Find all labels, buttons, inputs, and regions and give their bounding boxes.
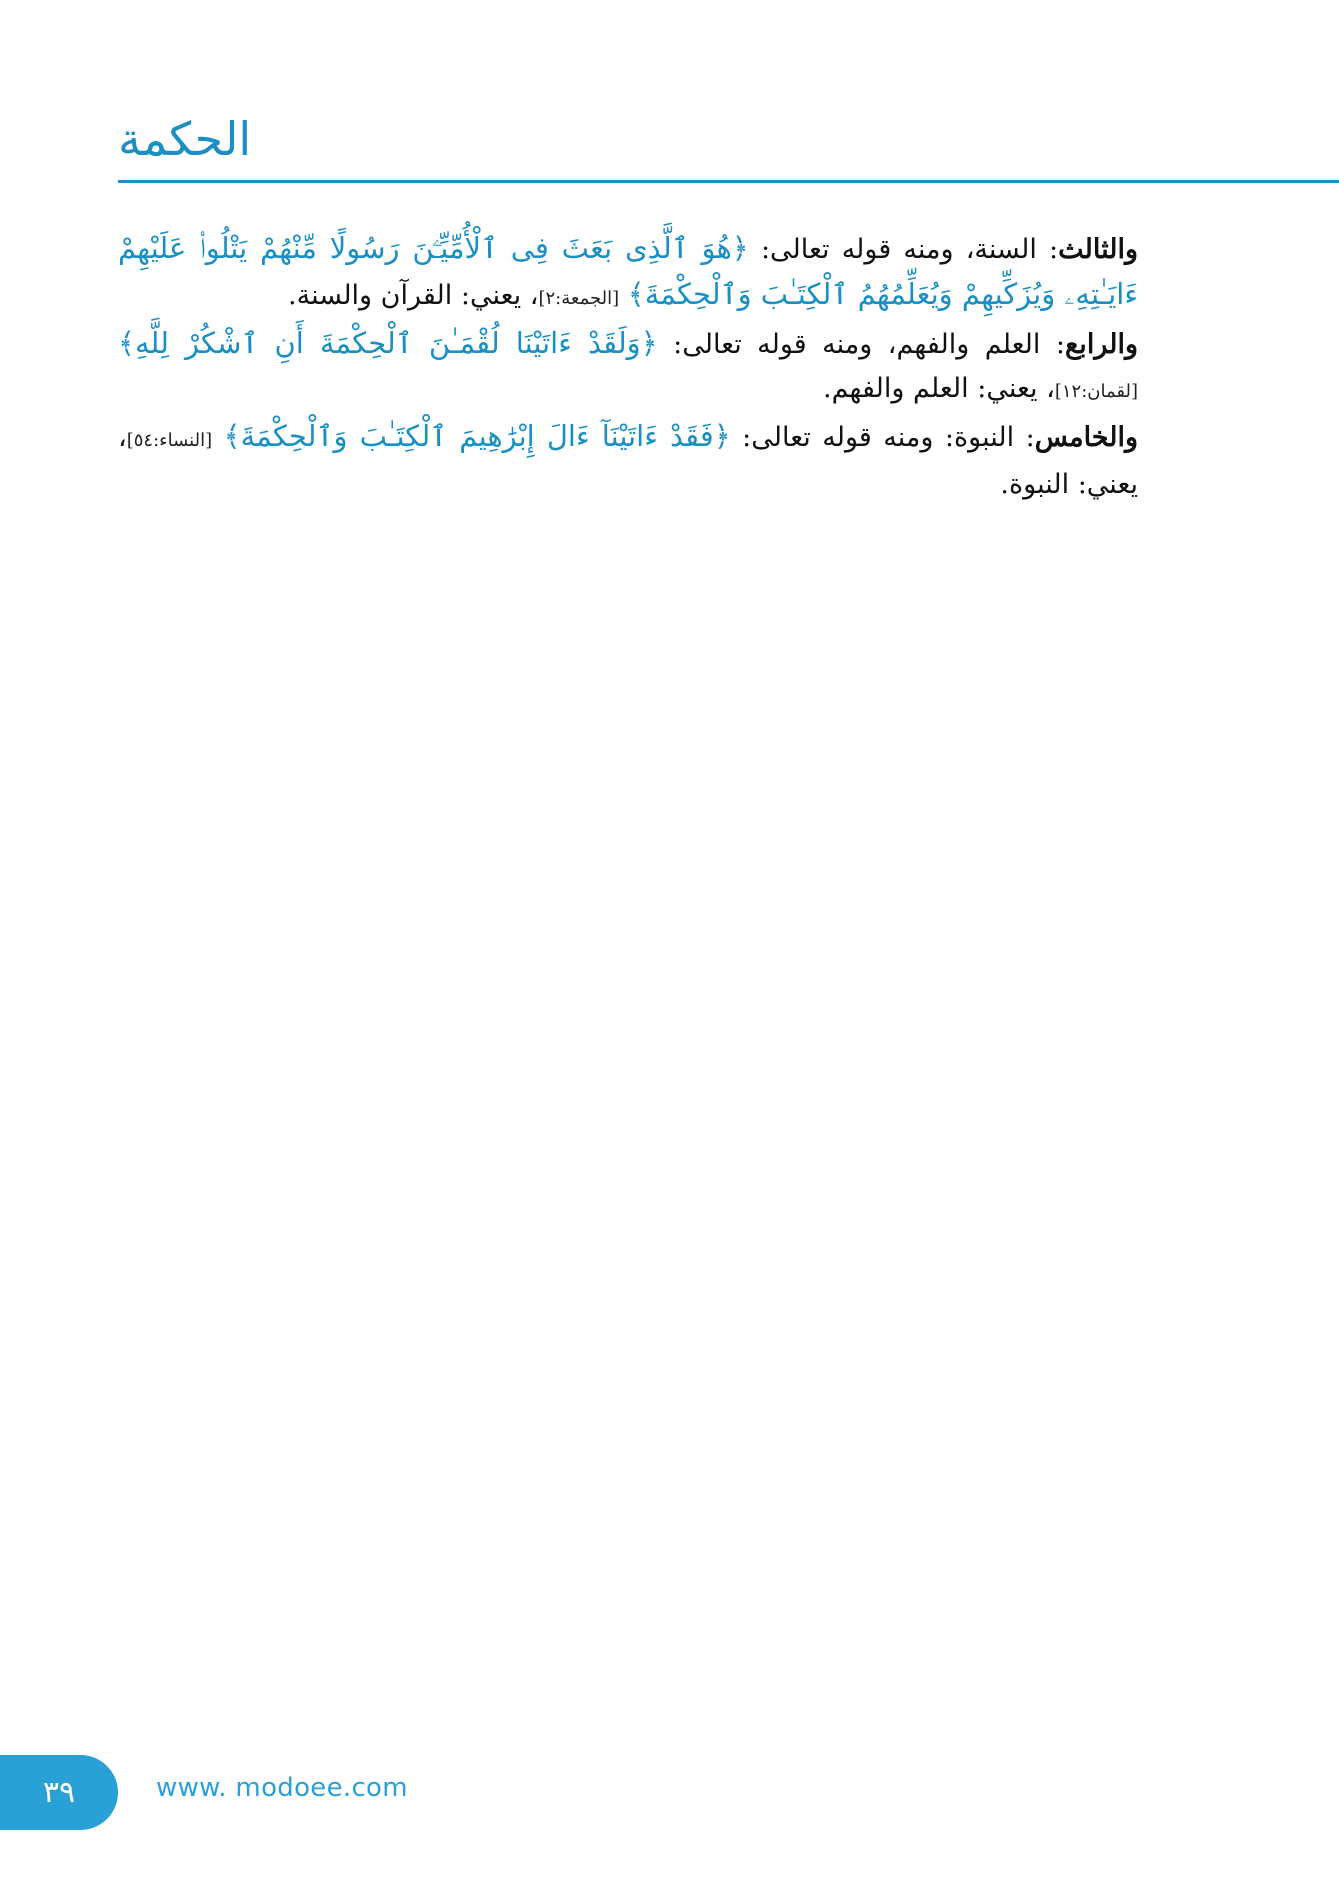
page-number-tab (0, 1755, 118, 1830)
paragraph-text: ، يعني: العلم والفهم. (822, 373, 1055, 404)
paragraph-text: ، يعني: النبوة. (118, 422, 1138, 500)
paragraph-fourth-meaning (118, 321, 1138, 414)
verse-reference: [الجمعة:٢] (538, 288, 620, 309)
paragraph-text: : العلم والفهم، ومنه قوله تعالى: (657, 329, 1065, 360)
paragraph-lead: والرابع (1064, 329, 1138, 360)
paragraph-text: : النبوة: ومنه قوله تعالى: (730, 422, 1035, 453)
verse-reference: [النساء:٥٤] (126, 430, 213, 451)
footer-website: www. modoee.com (156, 1773, 408, 1803)
paragraph-fifth-meaning (118, 414, 1138, 507)
page-header-title: الحكمة (118, 112, 252, 166)
paragraph-text: : السنة، ومنه قوله تعالى: (748, 234, 1059, 265)
paragraph-lead: والثالث (1058, 234, 1139, 265)
quran-verse: ﴿هُوَ ٱلَّذِى بَعَثَ فِى ٱلْأُمِّيِّـۧنَ رَسُولًا مِّنْهُمْ يَتْلُوا۟ عَلَيْهِمْ ءَايَـٰتِهِۦ وَيُزَكِّيهِمْ وَيُعَلِّمُهُمُ ٱلْكِتَـٰبَ وَٱلْحِكْمَةَ﴾ (118, 231, 1138, 311)
page-number: ٣٩ (42, 1775, 76, 1810)
paragraph-text: ، يعني: القرآن والسنة. (288, 280, 539, 311)
main-content (118, 226, 1138, 507)
quran-verse: ﴿وَلَقَدْ ءَاتَيْنَا لُقْمَـٰنَ ٱلْحِكْمَةَ أَنِ ٱشْكُرْ لِلَّهِ﴾ (118, 326, 658, 360)
paragraph-lead: والخامس (1034, 422, 1138, 453)
paragraph-third-meaning (118, 226, 1138, 321)
verse-reference: [لقمان:١٢] (1054, 381, 1138, 402)
quran-verse: ﴿فَقَدْ ءَاتَيْنَآ ءَالَ إِبْرَٰهِيمَ ٱلْكِتَـٰبَ وَٱلْحِكْمَةَ﴾ (223, 419, 731, 453)
header-divider (118, 180, 1339, 183)
